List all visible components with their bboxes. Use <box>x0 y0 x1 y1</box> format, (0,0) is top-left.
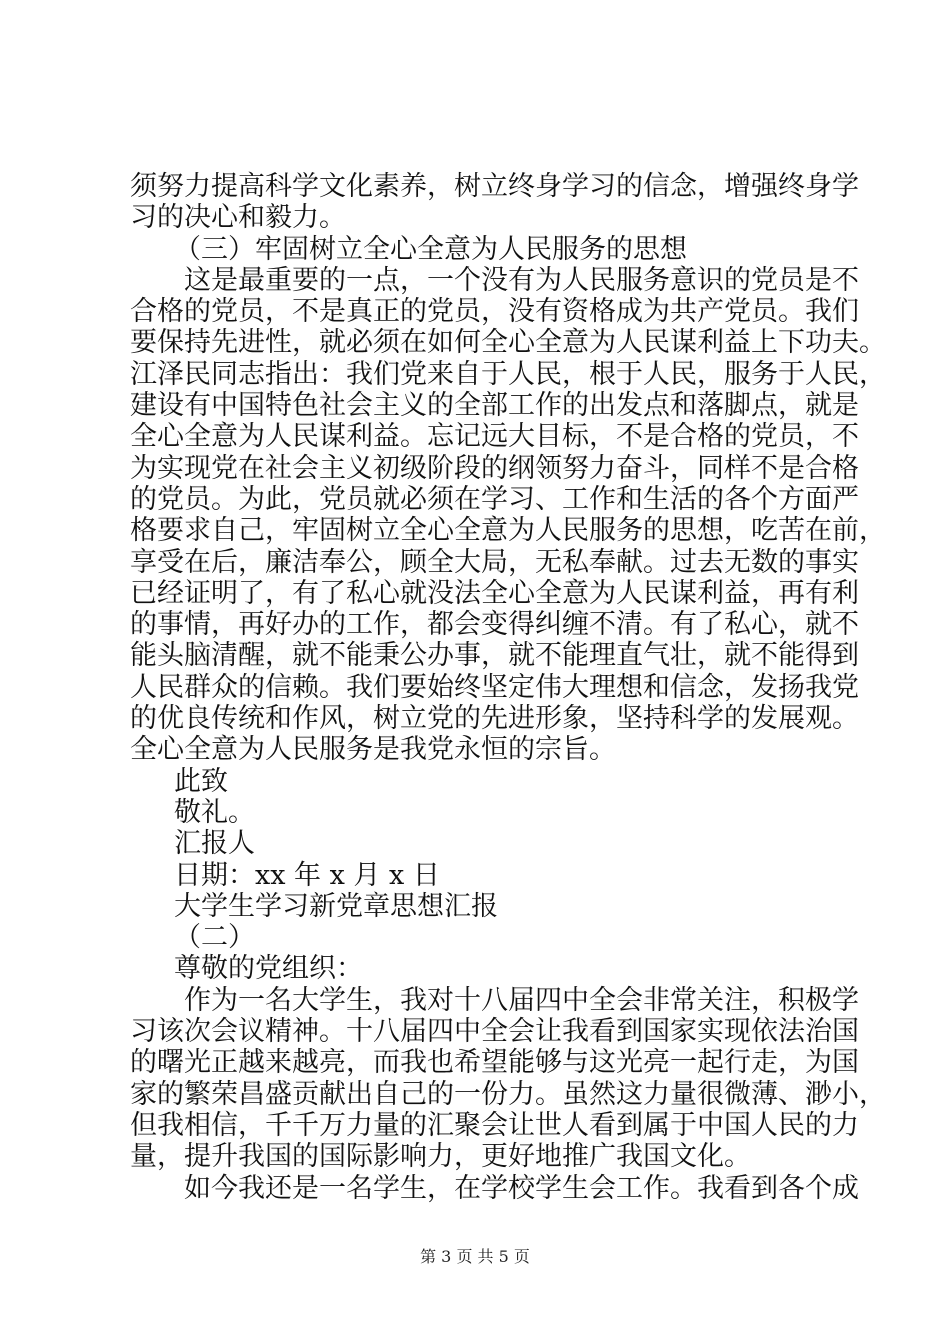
closing-line: 此致 <box>174 765 228 797</box>
text-line: 的事情，再好办的工作，都会变得纠缠不清。有了私心，就不 <box>130 609 859 641</box>
text-line: 合格的党员，不是真正的党员，没有资格成为共产党员。我们 <box>130 296 859 328</box>
salutation: 尊敬的党组织： <box>174 953 363 985</box>
text-line: 的曙光正越来越亮，而我也希望能够与这光亮一起行走，为国 <box>130 1047 859 1079</box>
text-line: 为实现党在社会主义初级阶段的纲领努力奋斗，同样不是合格 <box>130 452 859 484</box>
document-body <box>130 171 886 1204</box>
date-line: 日期：xx 年 x 月 x 日 <box>174 859 440 891</box>
text-line: 量，提升我国的国际影响力，更好地推广我国文化。 <box>130 1141 751 1173</box>
signature-line: 汇报人 <box>174 828 255 860</box>
closing-line: 敬礼。 <box>174 796 255 828</box>
text-line: 能头脑清醒，就不能秉公办事，就不能理直气壮，就不能得到 <box>130 640 859 672</box>
text-line: 建设有中国特色社会主义的全部工作的出发点和落脚点，就是 <box>130 390 859 422</box>
page-footer: 第 3 页 共 5 页 <box>420 1247 530 1266</box>
text-line: 须努力提高科学文化素养，树立终身学习的信念，增强终身学 <box>130 171 859 202</box>
text-line: 的党员。为此，党员就必须在学习、工作和生活的各个方面严 <box>130 483 859 515</box>
document-subtitle: （二） <box>174 922 255 954</box>
text-line: 要保持先进性，就必须在如何全心全意为人民谋利益上下功夫。 <box>130 327 886 359</box>
text-line: 的优良传统和作风，树立党的先进形象，坚持科学的发展观。 <box>130 703 859 735</box>
text-line: 全心全意为人民谋利益。忘记远大目标，不是合格的党员，不 <box>130 421 859 453</box>
text-line: 江泽民同志指出：我们党来自于人民，根于人民，服务于人民， <box>130 358 886 390</box>
text-line: 格要求自己，牢固树立全心全意为人民服务的思想，吃苦在前， <box>130 515 886 547</box>
text-line: 如今我还是一名学生，在学校学生会工作。我看到各个成 <box>184 1172 859 1204</box>
text-line: 这是最重要的一点，一个没有为人民服务意识的党员是不 <box>184 264 859 296</box>
text-line: 作为一名大学生，我对十八届四中全会非常关注，积极学 <box>184 984 859 1016</box>
text-line: 但我相信，千千万力量的汇聚会让世人看到属于中国人民的力 <box>130 1109 859 1141</box>
text-line: 习的决心和毅力。 <box>130 202 346 234</box>
text-line: 全心全意为人民服务是我党永恒的宗旨。 <box>130 734 616 766</box>
document-title: 大学生学习新党章思想汇报 <box>174 890 498 922</box>
text-line: 人民群众的信赖。我们要始终坚定伟大理想和信念，发扬我党 <box>130 671 859 703</box>
text-line: 已经证明了，有了私心就没法全心全意为人民谋利益，再有利 <box>130 577 859 609</box>
text-line: 习该次会议精神。十八届四中全会让我看到国家实现依法治国 <box>130 1016 859 1048</box>
text-line: 家的繁荣昌盛贡献出自己的一份力。虽然这力量很微薄、渺小， <box>130 1078 886 1110</box>
section-heading: （三）牢固树立全心全意为人民服务的思想 <box>174 233 687 265</box>
text-line: 享受在后，廉洁奉公，顾全大局，无私奉献。过去无数的事实 <box>130 546 859 578</box>
